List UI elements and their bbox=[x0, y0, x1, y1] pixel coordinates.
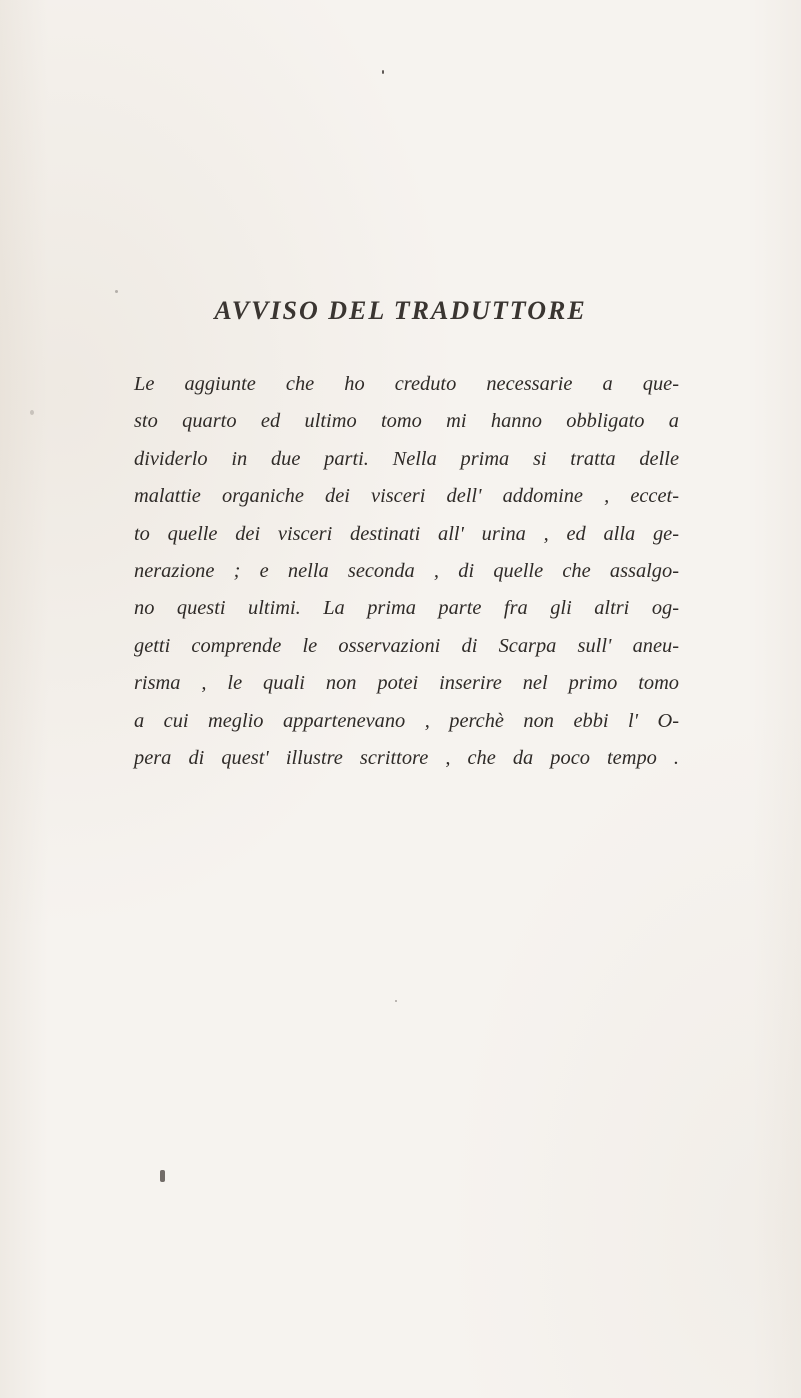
paper-speck bbox=[395, 1000, 397, 1002]
text-line: sto quarto ed ultimo tomo mi hanno obbligato a bbox=[134, 410, 679, 433]
text-line: dividerlo in due parti. Nella prima si tratta delle bbox=[134, 447, 679, 470]
text-line: Le aggiunte che ho creduto necessarie a que- bbox=[134, 373, 679, 395]
paper-speck bbox=[30, 410, 34, 415]
paper-speck bbox=[160, 1170, 165, 1182]
text-line: risma , le quali non potei inserire nel primo tomo bbox=[134, 672, 679, 695]
text-line: to quelle dei visceri destinati all' urina , ed alla ge- bbox=[134, 522, 679, 545]
text-line: malattie organiche dei visceri dell' addomine , eccet- bbox=[134, 485, 679, 508]
page-title: AVVISO DEL TRADUTTORE bbox=[214, 296, 587, 325]
paper-speck bbox=[115, 290, 118, 293]
text-line: a cui meglio appartenevano , perchè non ebbi l' O- bbox=[134, 709, 679, 732]
text-line: no questi ultimi. La prima parte fra gli altri og- bbox=[134, 597, 679, 620]
text-line: pera di quest' illustre scrittore , che da poco tempo . bbox=[134, 747, 679, 770]
body-paragraph bbox=[134, 366, 679, 777]
text-line: nerazione ; e nella seconda , di quelle che assalgo- bbox=[134, 560, 679, 583]
paper-speck bbox=[382, 70, 384, 74]
text-line: getti comprende le osservazioni di Scarpa sull' aneu- bbox=[134, 634, 679, 657]
